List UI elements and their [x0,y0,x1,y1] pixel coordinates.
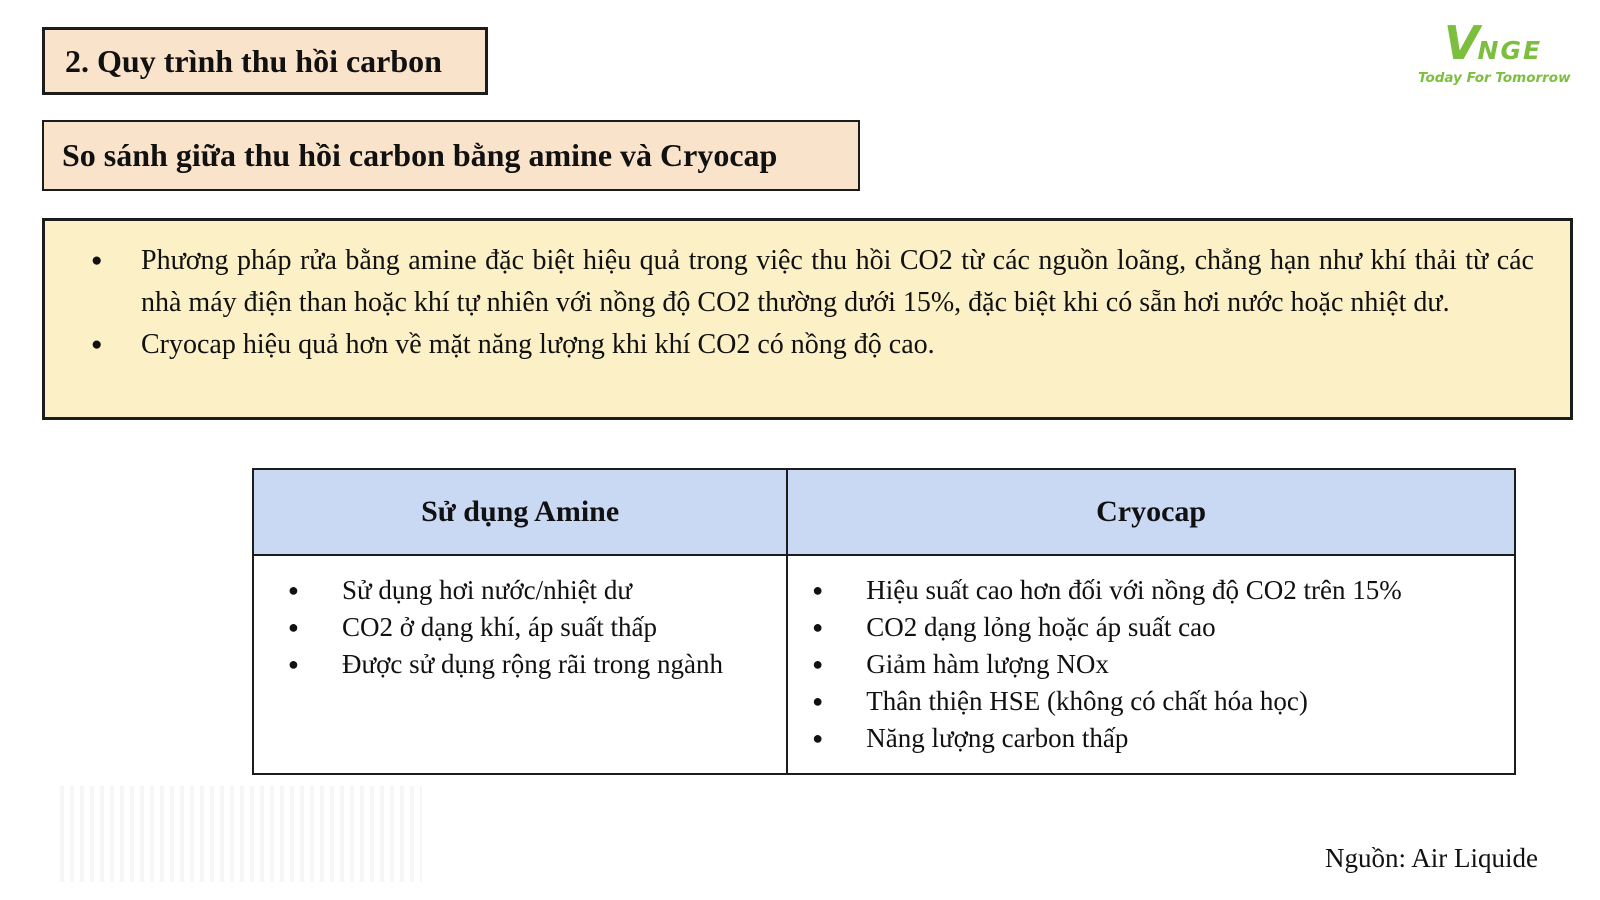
list-item: ● CO2 ở dạng khí, áp suất thấp [342,609,776,646]
list-item: ● Sử dụng hơi nước/nhiệt dư [342,572,776,609]
amine-bullet-list [254,556,786,697]
table-header-cryocap: Cryocap [788,470,1514,554]
logo-wordmark [1418,16,1568,70]
comparison-table-body-row [254,556,1514,773]
list-item: ● Thân thiện HSE (không có chất hóa học) [866,683,1504,720]
list-item: ● CO2 dạng lỏng hoặc áp suất cao [866,609,1504,646]
cryocap-bullet-list [788,556,1514,771]
list-item: ● Năng lượng carbon thấp [866,720,1504,757]
logo-letters: NGE [1477,36,1543,65]
list-item: ● Cryocap hiệu quả hơn về mặt năng lượng khi khí CO2 có nồng độ cao. [141,324,1534,366]
table-header-amine: Sử dụng Amine [254,470,788,554]
list-item: ● Hiệu suất cao hơn đối với nồng độ CO2 trên 15% [866,572,1504,609]
summary-bullet-list [45,221,1570,366]
table-cell-amine [254,556,788,773]
comparison-table [252,468,1516,775]
vnge-logo [1418,16,1571,86]
logo-tagline: Today For Tomorrow [1418,70,1571,86]
summary-box [42,218,1573,420]
slide-subtitle-box [42,120,860,191]
section-title: 2. Quy trình thu hồi carbon [65,42,442,79]
table-cell-cryocap [788,556,1514,773]
slide-subtitle: So sánh giữa thu hồi carbon bằng amine và Cryocap [62,137,778,173]
list-item: ● Được sử dụng rộng rãi trong ngành [342,646,776,683]
list-item: ● Phương pháp rửa bằng amine đặc biệt hiệu quả trong việc thu hồi CO2 từ các nguồn loãng, chẳng hạn như khí thải từ các nhà máy điện than hoặc khí tự nhiên với nồng độ CO2 thường dưới 15%, đặc biệt khi có sẵn hơi nước hoặc nhiệt dư. [141,240,1534,324]
source-credit: Nguồn: Air Liquide [1325,843,1538,873]
faint-watermark [60,786,422,882]
logo-v-checkmark-icon: V [1443,16,1478,70]
list-item: ● Giảm hàm lượng NOx [866,646,1504,683]
section-title-box [42,27,488,95]
comparison-table-header-row [254,470,1514,556]
